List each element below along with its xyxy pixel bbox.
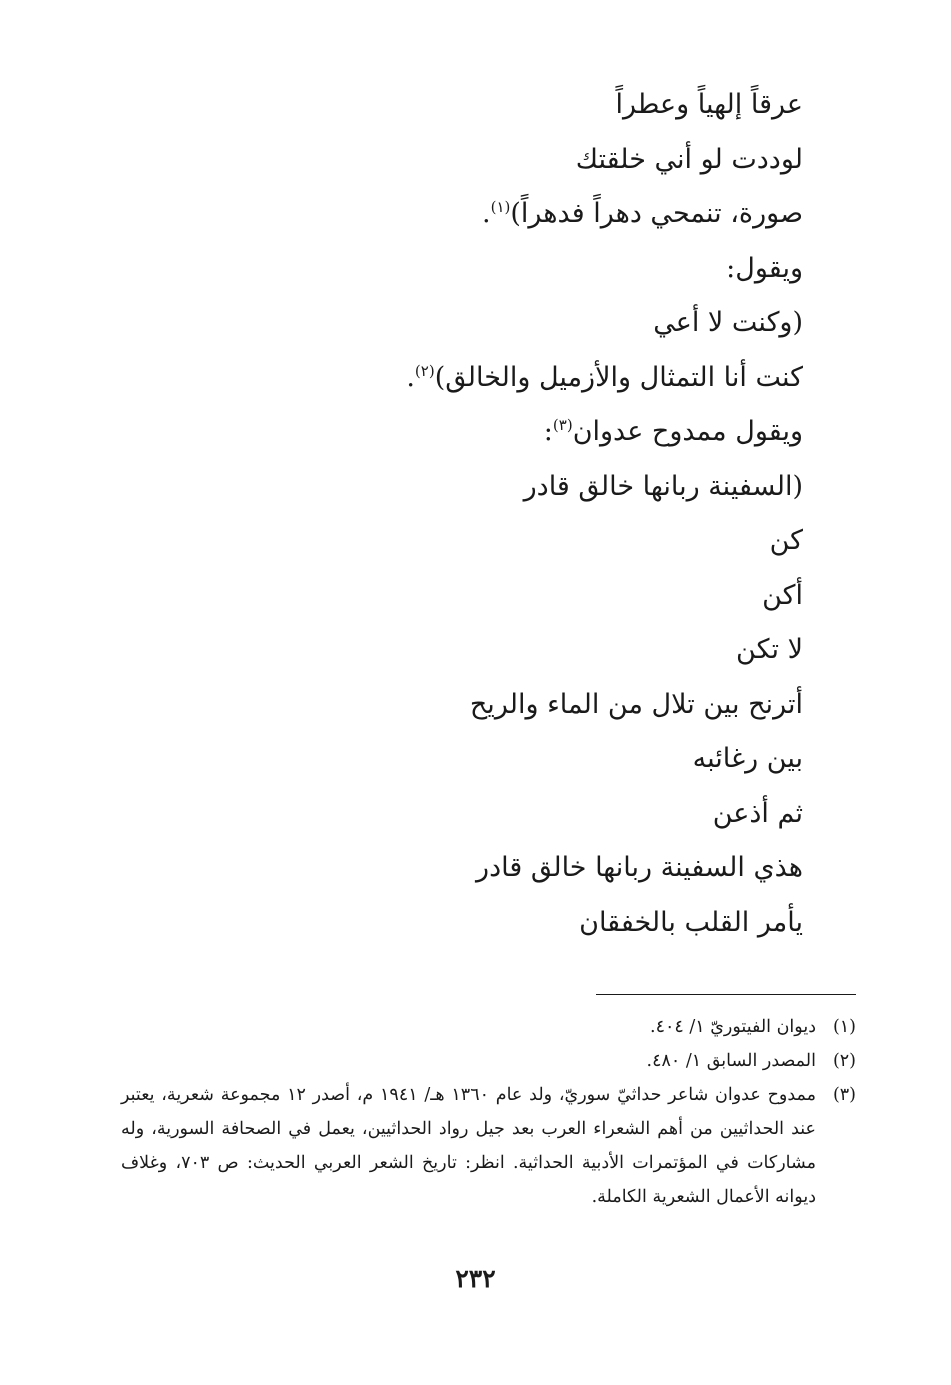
page-number: ٢٣٢ [455, 1264, 496, 1293]
footnote-text: المصدر السابق ١/ ٤٨٠. [646, 1051, 816, 1071]
poem-line-text: ثم أذعن [712, 797, 803, 829]
footnote-marker: (٢) [414, 361, 435, 380]
poem-line [103, 896, 803, 951]
line-punctuation: . [406, 361, 415, 393]
poem-line [103, 623, 803, 678]
footnote-number: (٢) [832, 1051, 856, 1071]
poem-line-text: عرقاً إلهياً وعطراً [615, 89, 803, 120]
line-punctuation: : [543, 416, 553, 447]
footnote-separator [596, 994, 856, 995]
poem-line-text: ويقول ممدوح عدوان [572, 416, 803, 447]
poem-line [103, 841, 803, 896]
poem-line-text: يأمر القلب بالخفقان [579, 906, 803, 938]
poem-line [103, 78, 803, 133]
footnote [121, 1078, 856, 1214]
poem-line [103, 787, 803, 842]
poem-line-text: صورة، تنمحي دهراً فدهراً) [510, 198, 803, 229]
poem-line [103, 405, 803, 460]
poem-block [103, 78, 803, 950]
poem-line [103, 296, 803, 351]
poem-line-text: ويقول: [726, 252, 803, 284]
poem-line-text: لوددت لو أني خلقتك [575, 143, 803, 175]
footnotes [121, 1010, 856, 1214]
poem-line-text: لا تكن [736, 634, 803, 665]
poem-line-text: كن [769, 525, 803, 556]
poem-line [103, 732, 803, 787]
poem-line [103, 242, 803, 297]
poem-line [103, 678, 803, 733]
footnote-text: ديوان الفيتوريّ ١/ ٤٠٤. [650, 1017, 816, 1037]
footnote-number: (٣) [832, 1085, 856, 1105]
footnote-marker: (١) [490, 198, 511, 216]
poem-line-text: هذي السفينة ربانها خالق قادر [476, 852, 803, 883]
poem-line-text: بين رغائبه [692, 743, 803, 774]
poem-line [103, 460, 803, 515]
footnote-marker: (٣) [552, 416, 573, 434]
poem-line-text: أكن [762, 579, 803, 611]
poem-line [103, 351, 803, 406]
poem-line [103, 187, 803, 242]
footnote [121, 1044, 856, 1078]
poem-line [103, 133, 803, 188]
poem-line-text: (وكنت لا أعي [653, 307, 803, 338]
footnote-number: (١) [832, 1017, 856, 1037]
line-punctuation: . [481, 198, 491, 229]
poem-line [103, 569, 803, 624]
footnote [121, 1010, 856, 1044]
poem-line-text: كنت أنا التمثال والأزميل والخالق) [434, 361, 803, 393]
footnote-text: ممدوح عدوان شاعر حداثيّ سوريّ، ولد عام ١٣٦٠ هـ/ ١٩٤١ م، أصدر ١٢ مجموعة شعرية، يعتبر عند الحداثيين من أهم الشعراء العرب بعد جيل رواد الحداثيين، يعمل في الصحافة السورية، وله مشاركات في المؤتمرات الأدبية الحداثية. انظر: تاريخ الشعر العربي الحديث: ص ٧٠٣، وغلاف ديوانه الأعمال الشعرية الكاملة. [121, 1085, 816, 1207]
poem-line-text: (السفينة ربانها خالق قادر [523, 470, 803, 502]
poem-line [103, 514, 803, 569]
poem-line-text: أترنح بين تلال من الماء والريح [469, 688, 803, 720]
